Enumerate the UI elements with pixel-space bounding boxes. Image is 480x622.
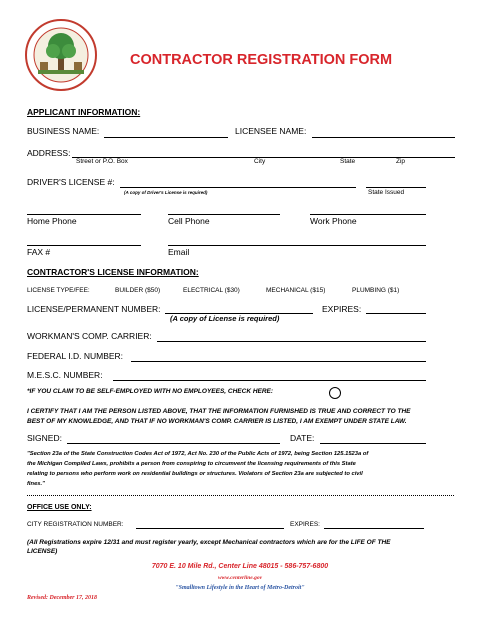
address-label: ADDRESS: xyxy=(27,148,71,158)
applicant-heading: APPLICANT INFORMATION: xyxy=(27,107,141,117)
date-field[interactable] xyxy=(320,443,426,444)
mesc-field[interactable] xyxy=(113,380,426,381)
expires-label: EXPIRES: xyxy=(322,304,362,314)
business-name-label: BUSINESS NAME: xyxy=(27,126,100,136)
city-caption: City xyxy=(254,158,266,165)
cell-phone-caption: Cell Phone xyxy=(168,216,210,226)
expire-note-line-1: (All Registrations expire 12/31 and must register yearly, except Mechanical contractors which are for the LIFE OF THE xyxy=(27,539,391,546)
federal-id-label: FEDERAL I.D. NUMBER: xyxy=(27,351,124,361)
city-reg-label: CITY REGISTRATION NUMBER: xyxy=(27,521,124,528)
state-caption: State xyxy=(340,158,356,165)
licensee-name-label: LICENSEE NAME: xyxy=(235,126,307,136)
self-employed-text: *IF YOU CLAIM TO BE SELF-EMPLOYED WITH NO EMPLOYEES, CHECK HERE: xyxy=(27,388,274,395)
business-name-field[interactable] xyxy=(104,137,228,138)
signature-field[interactable] xyxy=(67,443,280,444)
contractor-heading: CONTRACTOR'S LICENSE INFORMATION: xyxy=(27,267,199,277)
dotted-separator xyxy=(27,495,454,496)
revised-date: Revised: December 17, 2018 xyxy=(27,595,97,601)
legal-line-1: "Section 23a of the State Construction Codes Act of 1972, Act No. 230 of the Public Acts of 1972, being Section 125.1523a of xyxy=(27,451,369,457)
expires-field[interactable] xyxy=(366,313,426,314)
home-phone-caption: Home Phone xyxy=(27,216,77,226)
signed-label: SIGNED: xyxy=(27,433,62,443)
legal-line-2: the Michigan Compiled Laws, prohibits a person from conspiring to circumvent the licensing requirements of this State xyxy=(27,461,356,467)
footer-address: 7070 E. 10 Mile Rd., Center Line 48015 - 586-757-6800 xyxy=(151,563,329,570)
email-field[interactable] xyxy=(168,245,426,246)
work-phone-field[interactable] xyxy=(310,214,426,215)
mechanical-option[interactable]: MECHANICAL ($15) xyxy=(266,287,326,294)
cell-phone-field[interactable] xyxy=(168,214,280,215)
expire-note-line-2: LICENSE) xyxy=(27,548,58,555)
date-label: DATE: xyxy=(290,433,315,443)
state-issued-field[interactable] xyxy=(366,187,426,188)
certify-line-1: I CERTIFY THAT I AM THE PERSON LISTED ABOVE, THAT THE INFORMATION FURNISHED IS TRUE AND CORRECT TO THE xyxy=(27,408,411,415)
home-phone-field[interactable] xyxy=(27,214,141,215)
licensee-name-field[interactable] xyxy=(312,137,455,138)
footer-slogan: "Smalltown Lifestyle in the Heart of Metro-Detroit" xyxy=(175,585,305,591)
license-number-label: LICENSE/PERMANENT NUMBER: xyxy=(27,304,161,314)
dl-copy-note: (A copy of Driver's License is required) xyxy=(124,190,208,195)
mesc-label: M.E.S.C. NUMBER: xyxy=(27,370,103,380)
legal-line-4: fines." xyxy=(27,481,45,487)
certify-line-2: BEST OF MY KNOWLEDGE, AND THAT IF NO WORKMAN'S COMP. CARRIER IS LISTED, I AM EXEMPT UNDER STATE LAW. xyxy=(27,418,407,425)
email-caption: Email xyxy=(168,247,190,257)
self-employed-checkbox[interactable] xyxy=(329,387,341,399)
office-expires-field[interactable] xyxy=(324,528,424,529)
city-seal-logo xyxy=(24,18,98,92)
office-use-heading: OFFICE USE ONLY: xyxy=(27,504,92,511)
license-type-label: LICENSE TYPE/FEE: xyxy=(27,287,90,294)
fax-field[interactable] xyxy=(27,245,141,246)
workmans-comp-field[interactable] xyxy=(157,341,426,342)
form-title: CONTRACTOR REGISTRATION FORM xyxy=(130,52,393,68)
state-issued-caption: State Issued xyxy=(368,189,405,196)
legal-line-3: relating to persons who perform work on residential buildings or structures. Violators of Section 23a are subjected to civil xyxy=(27,471,363,477)
drivers-license-label: DRIVER'S LICENSE #: xyxy=(27,177,115,187)
plumbing-option[interactable]: PLUMBING ($1) xyxy=(352,287,400,294)
fax-caption: FAX # xyxy=(27,247,51,257)
license-copy-note: (A copy of License is required) xyxy=(170,314,280,323)
office-expires-label: EXPIRES: xyxy=(290,521,320,528)
street-caption: Street or P.O. Box xyxy=(76,158,128,165)
builder-option[interactable]: BUILDER ($50) xyxy=(115,287,161,294)
electrical-option[interactable]: ELECTRICAL ($30) xyxy=(183,287,240,294)
work-phone-caption: Work Phone xyxy=(310,216,357,226)
workmans-comp-label: WORKMAN'S COMP. CARRIER: xyxy=(27,331,152,341)
drivers-license-field[interactable] xyxy=(120,187,356,188)
federal-id-field[interactable] xyxy=(131,361,426,362)
footer-website[interactable]: www.centerline.gov xyxy=(217,575,263,581)
zip-caption: Zip xyxy=(396,158,406,165)
city-reg-field[interactable] xyxy=(136,528,284,529)
